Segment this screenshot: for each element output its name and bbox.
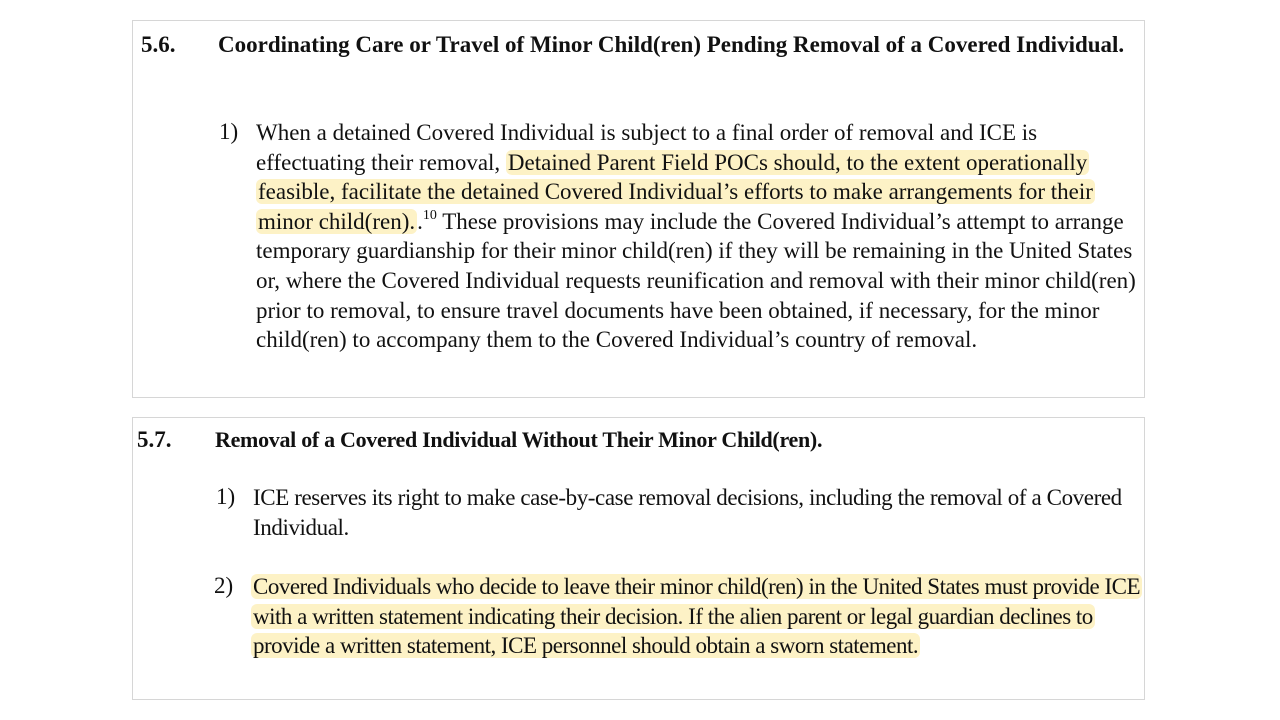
section-5-6-box bbox=[132, 20, 1145, 398]
item-text: ICE reserves its right to make case-by-case removal decisions, including the removal of a Covered Individual. bbox=[253, 485, 1122, 540]
section-number: 5.7. bbox=[137, 427, 172, 452]
section-title: Removal of a Covered Individual Without Their Minor Child(ren). bbox=[215, 427, 823, 452]
text-after: These provisions may include the Covered Individual’s attempt to arrange temporary guardianship for their minor child(ren) if they will be remaining in the United States or, where the Covered Individual requests reunification and removal with their minor child(ren) prior to removal, to ensure travel documents have been obtained, if necessary, for the minor child(ren) to accompany them to the Covered Individual’s country of removal. bbox=[256, 208, 1136, 353]
highlighted-text: Detained Parent Field POCs should, to the extent operationally feasible, facilitate the detained Covered Individual’s efforts to make arrangements for their minor child(ren). bbox=[258, 149, 1093, 234]
section-5-7-box bbox=[132, 417, 1145, 700]
item-text bbox=[256, 118, 1141, 355]
period: . bbox=[417, 208, 423, 234]
section-title: Coordinating Care or Travel of Minor Child(ren) Pending Removal of a Covered Individual. bbox=[218, 32, 1125, 57]
item-number: 1) bbox=[219, 119, 239, 144]
item-number: 2) bbox=[214, 573, 234, 598]
footnote-ref[interactable]: 10 bbox=[422, 207, 437, 223]
section-number: 5.6. bbox=[141, 32, 176, 57]
item-text bbox=[251, 572, 1146, 661]
text-before: When a detained Covered Individual is subject to a final order of removal and ICE is effectuating their removal, bbox=[256, 120, 1038, 175]
item-number: 1) bbox=[216, 484, 236, 509]
highlighted-text: Covered Individuals who decide to leave their minor child(ren) in the United States must provide ICE with a written statement indicating their decision. If the alien parent or legal guardian declines to provide a written statement, ICE personnel should obtain a sworn statement. bbox=[253, 574, 1141, 659]
